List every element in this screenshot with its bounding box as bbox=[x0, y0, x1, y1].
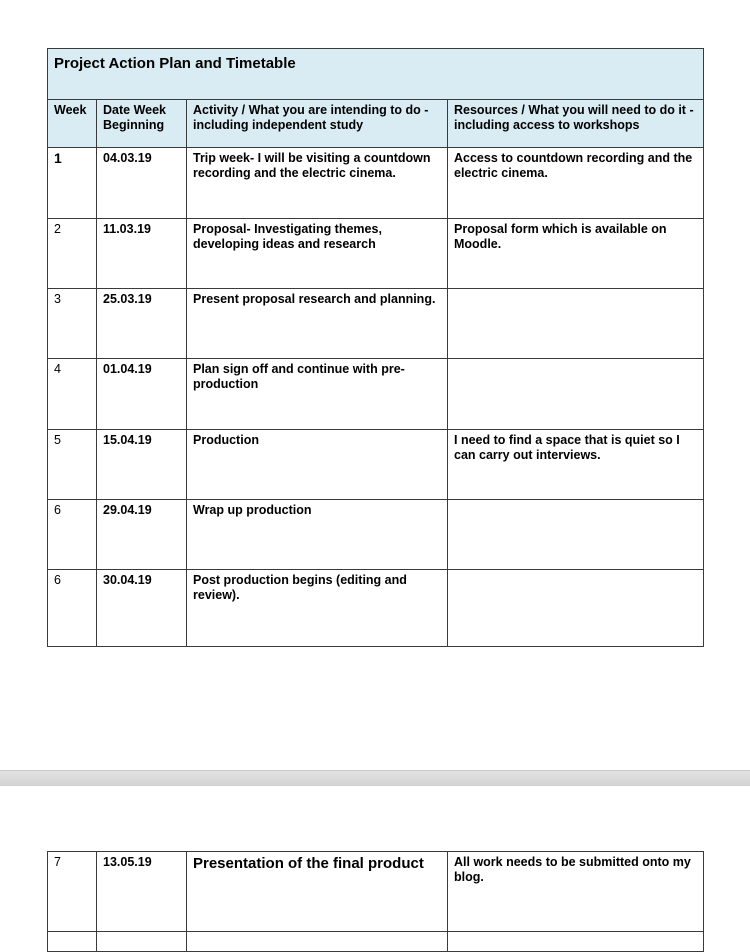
week-cell: 4 bbox=[48, 359, 97, 430]
header-row bbox=[48, 100, 704, 148]
activity-cell: Presentation of the final product bbox=[187, 852, 448, 932]
header-date: Date Week Beginning bbox=[97, 100, 187, 148]
table-row bbox=[48, 148, 704, 219]
date-cell: 13.05.19 bbox=[97, 852, 187, 932]
resources-cell: Access to countdown recording and the electric cinema. bbox=[448, 148, 704, 219]
table-row bbox=[48, 289, 704, 359]
table-title: Project Action Plan and Timetable bbox=[48, 49, 704, 100]
resources-cell bbox=[448, 570, 704, 647]
action-plan-table bbox=[47, 48, 704, 647]
table-row bbox=[48, 219, 704, 289]
date-cell: 04.03.19 bbox=[97, 148, 187, 219]
resources-cell bbox=[448, 289, 704, 359]
activity-cell: Plan sign off and continue with pre-production bbox=[187, 359, 448, 430]
table-row bbox=[48, 430, 704, 500]
table-row bbox=[48, 359, 704, 430]
resources-cell: Proposal form which is available on Moodle. bbox=[448, 219, 704, 289]
date-cell: 25.03.19 bbox=[97, 289, 187, 359]
date-cell: 29.04.19 bbox=[97, 500, 187, 570]
header-week: Week bbox=[48, 100, 97, 148]
week-cell: 7 bbox=[48, 852, 97, 932]
week-cell: 2 bbox=[48, 219, 97, 289]
document-page-2 bbox=[0, 786, 750, 938]
week-cell: 3 bbox=[48, 289, 97, 359]
table-row bbox=[48, 570, 704, 647]
header-resources: Resources / What you will need to do it - including access to workshops bbox=[448, 100, 704, 148]
header-activity: Activity / What you are intending to do - including independent study bbox=[187, 100, 448, 148]
activity-cell: Present proposal research and planning. bbox=[187, 289, 448, 359]
date-cell: 15.04.19 bbox=[97, 430, 187, 500]
date-cell: 11.03.19 bbox=[97, 219, 187, 289]
activity-cell: Trip week- I will be visiting a countdown recording and the electric cinema. bbox=[187, 148, 448, 219]
table-row bbox=[48, 932, 704, 952]
resources-cell: I need to find a space that is quiet so I can carry out interviews. bbox=[448, 430, 704, 500]
week-cell: 1 bbox=[48, 148, 97, 219]
table-row bbox=[48, 852, 704, 932]
page-break bbox=[0, 770, 750, 786]
activity-cell: Proposal- Investigating themes, developing ideas and research bbox=[187, 219, 448, 289]
resources-cell: All work needs to be submitted onto my blog. bbox=[448, 852, 704, 932]
week-cell: 5 bbox=[48, 430, 97, 500]
date-cell: 01.04.19 bbox=[97, 359, 187, 430]
action-plan-table-continued bbox=[47, 851, 704, 952]
activity-cell: Post production begins (editing and review). bbox=[187, 570, 448, 647]
week-cell: 6 bbox=[48, 570, 97, 647]
activity-cell: Wrap up production bbox=[187, 500, 448, 570]
resources-cell bbox=[448, 500, 704, 570]
date-cell: 30.04.19 bbox=[97, 570, 187, 647]
week-cell: 6 bbox=[48, 500, 97, 570]
resources-cell bbox=[448, 359, 704, 430]
activity-cell: Production bbox=[187, 430, 448, 500]
table-row bbox=[48, 500, 704, 570]
